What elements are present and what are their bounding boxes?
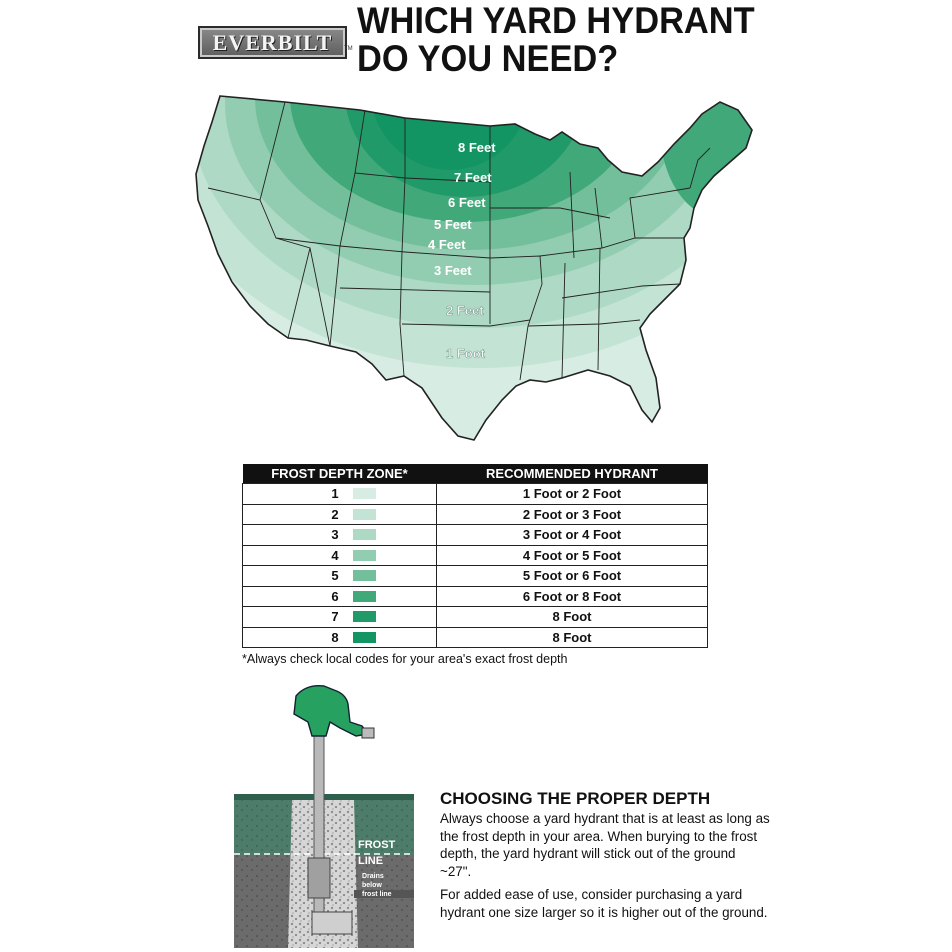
table-row [243, 607, 708, 628]
map-label-3-feet: 3 Feet [434, 263, 472, 278]
hose-spout [362, 728, 374, 738]
zone-color-swatch [353, 611, 376, 622]
zone-cell [243, 627, 437, 648]
zone-color-swatch [353, 529, 376, 540]
recommended-hydrant-cell: 4 Foot or 5 Foot [437, 545, 708, 566]
table-header-row [243, 464, 708, 484]
map-label-4-feet: 4 Feet [428, 237, 466, 252]
frost-depth-note: *Always check local codes for your area's exact frost depth [242, 652, 568, 666]
depth-paragraph-1: Always choose a yard hydrant that is at least as long as the frost depth in your area. When burying to the frost depth, the yard hydrant will stick out of the ground ~27". [440, 811, 770, 879]
frost-depth-table [242, 464, 708, 648]
zone-color-swatch [353, 509, 376, 520]
depth-paragraph-2: For added ease of use, consider purchasing a yard hydrant one size larger so it is higher out of the ground. [440, 887, 768, 920]
title-line-2: DO YOU NEED? [357, 38, 619, 79]
zone-number: 4 [331, 547, 339, 563]
depth-section-title: CHOOSING THE PROPER DEPTH [440, 789, 711, 808]
col-header-zone: FROST DEPTH ZONE* [243, 464, 437, 484]
zone-color-swatch [353, 488, 376, 499]
title-line-1: WHICH YARD HYDRANT [357, 0, 755, 41]
map-label-1-foot: 1 Foot [446, 346, 485, 361]
recommended-hydrant-cell: 8 Foot [437, 627, 708, 648]
recommended-hydrant-cell: 1 Foot or 2 Foot [437, 484, 708, 505]
table-row [243, 525, 708, 546]
zone-color-swatch [353, 591, 376, 602]
trademark: TM [344, 46, 353, 52]
map-label-2-feet: 2 Feet [446, 303, 484, 318]
recommended-hydrant-cell: 3 Foot or 4 Foot [437, 525, 708, 546]
map-label-5-feet: 5 Feet [434, 217, 472, 232]
hydrant-head [294, 686, 368, 736]
map-label-6-feet: 6 Feet [448, 195, 486, 210]
map-label-8-feet: 8 Feet [458, 140, 496, 155]
zone-number: 5 [331, 568, 339, 584]
everbilt-logo [198, 26, 347, 59]
zone-cell [243, 504, 437, 525]
zone-number: 7 [331, 609, 339, 625]
frost-label: FROST [358, 839, 396, 851]
zone-number: 6 [331, 588, 339, 604]
map-label-7-feet: 7 Feet [454, 170, 492, 185]
drains-label-2: below [362, 882, 382, 889]
page-title [357, 0, 755, 79]
table-body [243, 484, 708, 648]
drains-label-3: frost line [362, 891, 392, 898]
table-row [243, 627, 708, 648]
zone-color-swatch [353, 550, 376, 561]
hydrant-pipe [314, 722, 324, 932]
table-row [243, 566, 708, 587]
table-row [243, 504, 708, 525]
zone-number: 1 [331, 486, 339, 502]
table-row [243, 586, 708, 607]
zone-color-swatch [353, 632, 376, 643]
zone-number: 3 [331, 527, 339, 543]
zone-number: 2 [331, 506, 339, 522]
zone-number: 8 [331, 629, 339, 645]
table-row [243, 484, 708, 505]
frost-depth-map [190, 88, 760, 448]
hydrant-illustration [234, 682, 424, 948]
brand-text: EVERBILT [212, 29, 333, 55]
recommended-hydrant-cell: 2 Foot or 3 Foot [437, 504, 708, 525]
col-header-hydrant: RECOMMENDED HYDRANT [437, 464, 708, 484]
drains-label-1: Drains [362, 873, 384, 880]
zone-color-swatch [353, 570, 376, 581]
zone-cell [243, 566, 437, 587]
recommended-hydrant-cell: 6 Foot or 8 Foot [437, 586, 708, 607]
zone-cell [243, 484, 437, 505]
zone-cell [243, 525, 437, 546]
table-row [243, 545, 708, 566]
recommended-hydrant-cell: 8 Foot [437, 607, 708, 628]
zone-cell [243, 586, 437, 607]
line-label: LINE [358, 855, 384, 867]
zone-cell [243, 545, 437, 566]
zone-cell [243, 607, 437, 628]
recommended-hydrant-cell: 5 Foot or 6 Foot [437, 566, 708, 587]
drain-valve [312, 912, 352, 934]
